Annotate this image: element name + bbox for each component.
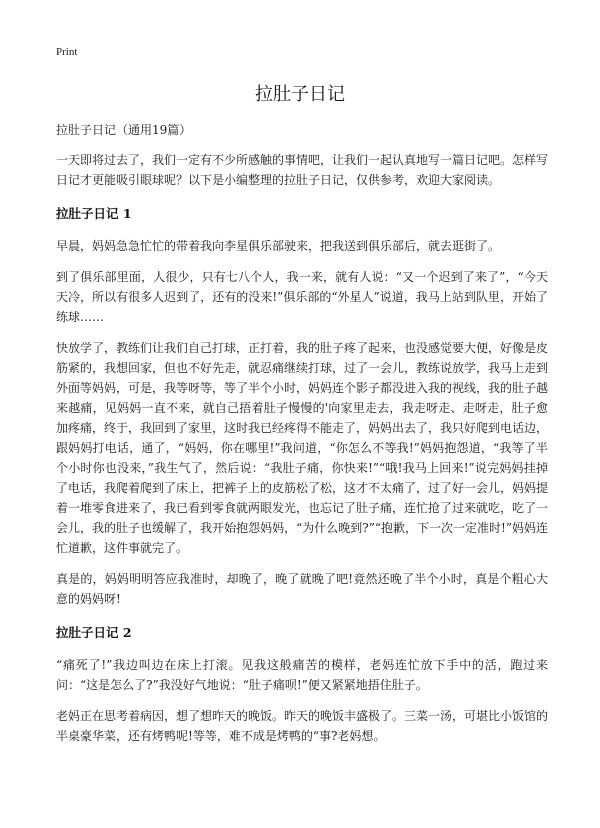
article-subtitle: 拉肚子日记（通用19篇） — [56, 123, 192, 137]
print-link[interactable]: Print — [56, 46, 78, 58]
section-1-paragraph: 快放学了，教练们让我们自己打球，正打着，我的肚子疼了起来，也没感觉要大便，好像是皮筋紧的，我想回家，但也不好先走，就忍痛继续打球，过了一会儿，教练说放学，我马上走到外面等妈妈，可是，我等呀等，等了半个小时，妈妈连个影子都没进入我的视线，我的肚子越来越痛，见妈妈一直不来，就自己捂着肚子慢慢的'向家里走去，我走呀走、走呀走，肚子愈加疼痛，终于，我回到了家里，这时我已经疼得不能走了，妈妈出去了，我只好爬到电话边，跟妈妈打电话，通了，“妈妈，你在哪里!”我问道，“你怎么不等我!”妈妈抱怨道，“我等了半个小时你也没来，”我生气了，然后说：“我肚子痛，你快来!”“哦!我马上回来!”说完妈妈挂掉了电话，我爬着爬到了床上，把裤子上的皮筋松了松，这才不太痛了，过了好一会儿，妈妈提着一堆零食进来了，我已看到零食就两眼发光，也忘记了肚子痛，连忙抢了过来就吃，吃了一会儿，我的肚子也缓解了，我开始抱怨妈妈，“为什么晚到?”“抱歉，下一次一定准时!”妈妈连忙道歉，这件事就完了。 — [56, 341, 549, 555]
section-heading-1: 拉肚子日记 1 — [56, 206, 132, 221]
section-1-paragraph: 早晨，妈妈急急忙忙的带着我向李星俱乐部驶来，把我送到俱乐部后，就去逛街了。 — [56, 239, 501, 253]
intro-paragraph: 一天即将过去了，我们一定有不少所感触的事情吧，让我们一起认真地写一篇日记吧。怎样写日记才更能吸引眼球呢？以下是小编整理的拉肚子日记，仅供参考，欢迎大家阅读。 — [56, 153, 549, 187]
article-body — [56, 120, 548, 757]
page-title: 拉肚子日记 — [255, 84, 345, 105]
section-heading-2: 拉肚子日记 2 — [56, 625, 132, 640]
section-2-paragraph: “痛死了!”我边叫边在床上打滚。见我这般痛苦的模样，老妈连忙放下手中的活，跑过来问：“这是怎么了?”我没好气地说：“肚子痛呗!”便又紧紧地捂住肚子。 — [56, 658, 548, 692]
section-2-paragraph: 老妈正在思考着病因，想了想昨天的晚饭。昨天的晚饭丰盛极了。三菜一汤，可堪比小饭馆的半桌豪华菜，还有烤鸭呢!等等，难不成是烤鸭的“事?老妈想。 — [56, 709, 549, 743]
section-1-paragraph: 到了俱乐部里面，人很少，只有七八个人，我一来，就有人说：“又一个迟到了来了”，“今天天冷，所以有很多人迟到了，还有的没来!”俱乐部的“外星人”说道，我马上站到队里，开始了练球…… — [56, 270, 548, 324]
section-1-paragraph: 真是的，妈妈明明答应我准时，却晚了，晚了就晚了吧!竟然还晚了半个小时，真是个粗心大意的妈妈呀! — [56, 572, 548, 606]
